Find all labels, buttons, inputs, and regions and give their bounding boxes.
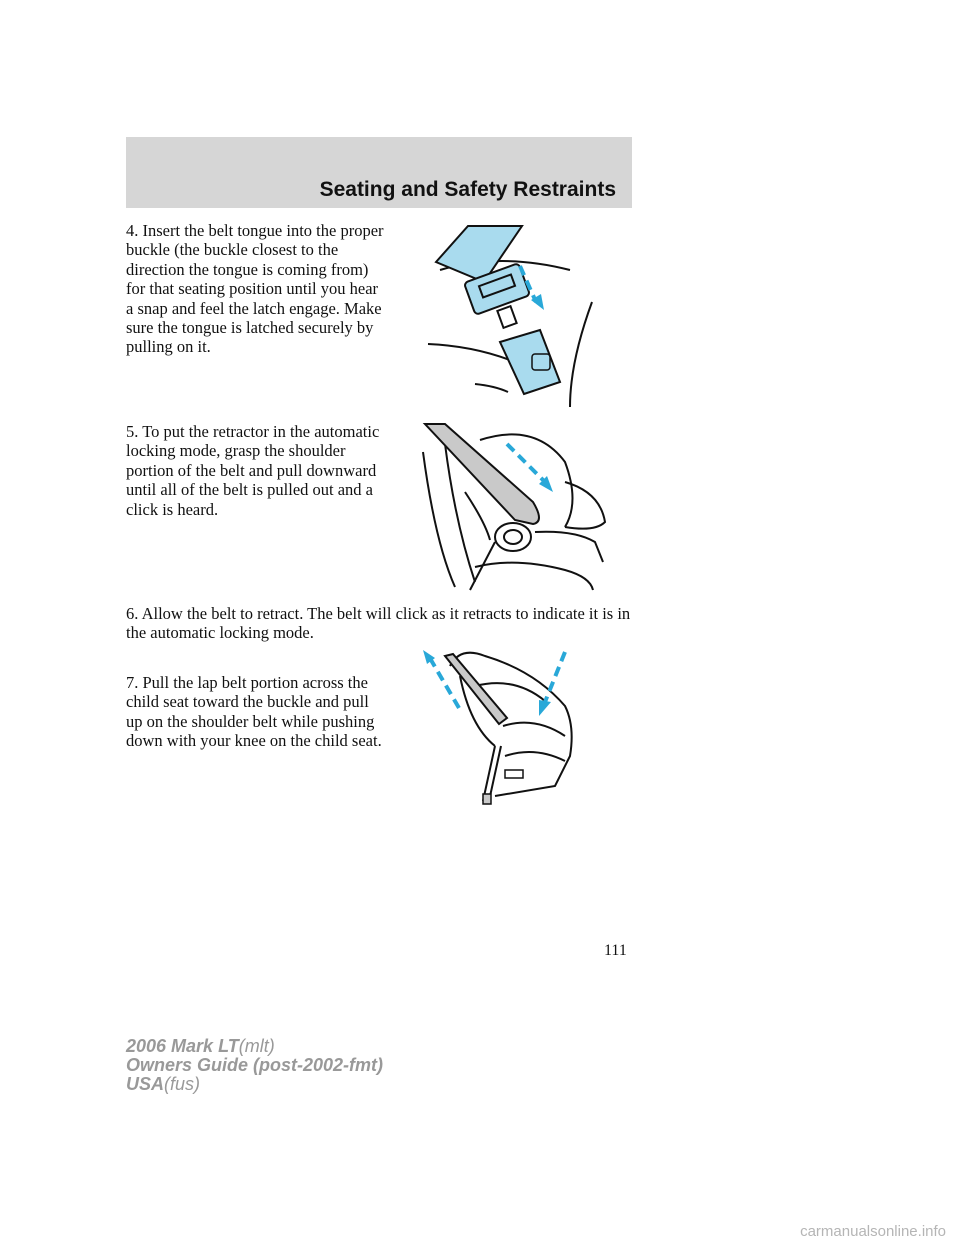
footer-line-2: Owners Guide (post-2002-fmt)	[126, 1055, 384, 1075]
footer-line-3: USA(fus)	[126, 1074, 201, 1094]
lap-belt-illustration	[415, 646, 590, 811]
step-4-text: 4. Insert the belt tongue into the proper buckle (the buckle closest to the direction the tongue is coming from) for that seating position until you hear a snap and feel the latch engage. Make sure the tongue is latched securely by pulling on it.	[126, 221, 384, 357]
watermark: carmanualsonline.info	[800, 1223, 946, 1240]
step-5-text: 5. To put the retractor in the automatic locking mode, grasp the shoulder portion of the belt and pull downward until all of the belt is pulled out and a click is heard.	[126, 422, 380, 519]
footer-document-info	[126, 1037, 383, 1094]
retractor-illustration	[415, 422, 610, 592]
section-title: Seating and Safety Restraints	[319, 178, 616, 201]
step-7-text: 7. Pull the lap belt portion across the child seat toward the buckle and pull up on the shoulder belt while pushing down with your knee on the child seat.	[126, 673, 382, 751]
step-6-text: 6. Allow the belt to retract. The belt will click as it retracts to indicate it is in the automatic locking mode.	[126, 604, 631, 643]
footer-line-1: 2006 Mark LT(mlt)	[126, 1036, 275, 1056]
buckle-illustration	[420, 222, 605, 412]
section-header	[126, 137, 632, 208]
page-number: 111	[604, 942, 627, 959]
